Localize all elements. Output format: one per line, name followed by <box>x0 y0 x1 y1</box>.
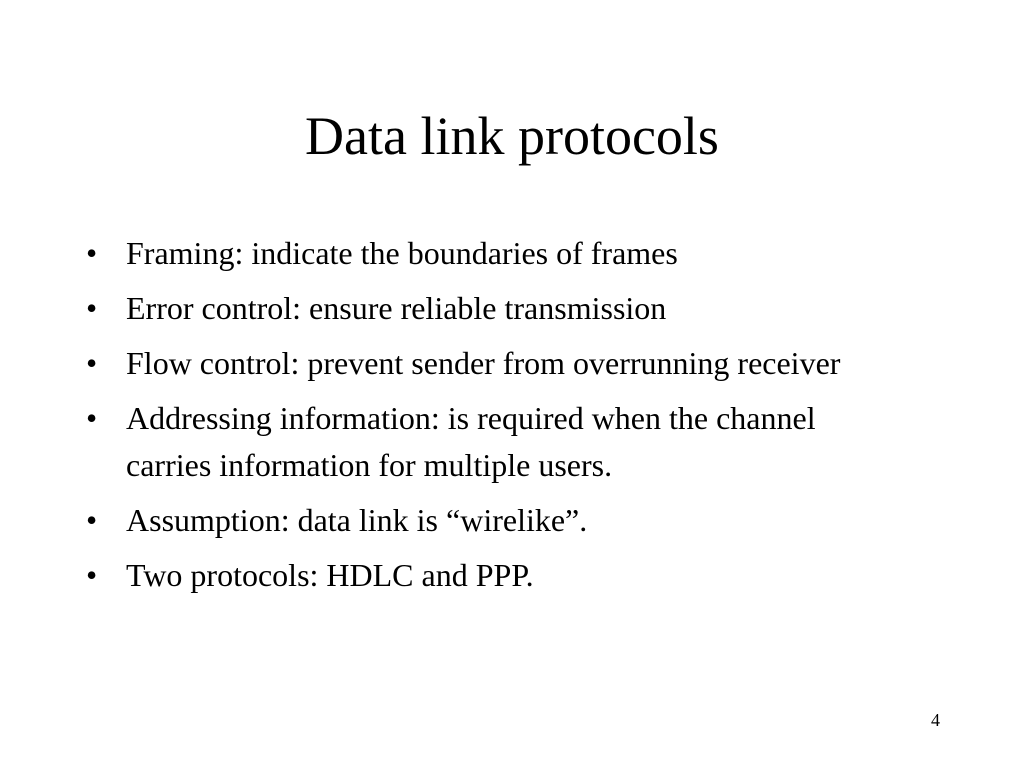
bullet-item <box>86 395 906 489</box>
bullet-item <box>86 497 906 544</box>
bullet-icon: • <box>86 400 98 436</box>
bullet-icon: • <box>86 235 98 271</box>
bullet-text: Error control: ensure reliable transmission <box>126 290 667 326</box>
slide-title: Data link protocols <box>305 106 719 166</box>
bullet-text: Framing: indicate the boundaries of frames <box>126 235 678 271</box>
page-number: 4 <box>931 710 940 730</box>
bullet-icon: • <box>86 557 98 593</box>
bullet-icon: • <box>86 502 98 538</box>
bullet-text: Assumption: data link is “wirelike”. <box>126 502 588 538</box>
bullet-list <box>86 230 906 607</box>
bullet-item <box>86 552 906 599</box>
bullet-item <box>86 285 906 332</box>
bullet-text: Two protocols: HDLC and PPP. <box>126 557 534 593</box>
bullet-item <box>86 340 906 387</box>
bullet-text: Addressing information: is required when the channel carries information for multiple users. <box>126 400 816 483</box>
bullet-icon: • <box>86 345 98 381</box>
bullet-icon: • <box>86 290 98 326</box>
bullet-item <box>86 230 906 277</box>
bullet-text: Flow control: prevent sender from overrunning receiver <box>126 345 841 381</box>
